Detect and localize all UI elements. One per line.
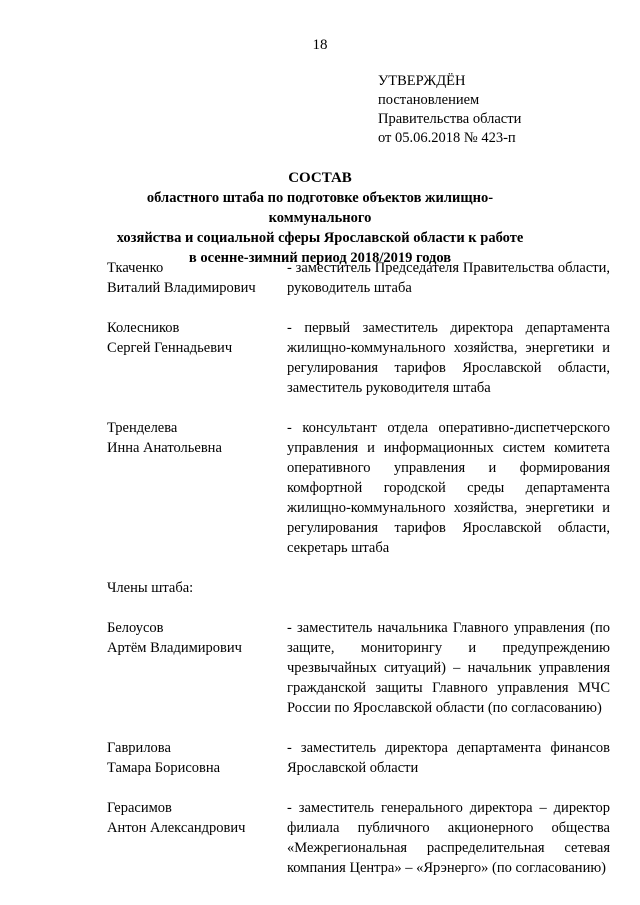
given-name: Виталий Владимирович — [107, 280, 256, 296]
staff-role: - заместитель директора департамента финансов Ярославской области — [287, 740, 610, 776]
approval-line: Правительства области — [378, 111, 522, 127]
title-line: в осенне-зимний период 2018/2019 годов — [188, 250, 452, 266]
staff-role: - заместитель генерального директора – директор филиала публичного акционерного общества «Межрегиональная распределительная сетевая компания Центра» – «Ярэнерго» (по согласованию) — [287, 800, 610, 876]
staff-name — [107, 318, 287, 398]
staff-role: - заместитель начальника Главного управления (по защите, мониторингу и предупреждению чрезвычайных ситуаций) – начальник управления гражданской защиты Главного управления МЧС России по Ярославской области (по согласованию) — [287, 620, 610, 716]
staff-row — [107, 618, 612, 718]
surname: Тренделева — [107, 420, 178, 436]
staff-name — [107, 798, 287, 878]
staff-role: - заместитель Председателя Правительства области, руководитель штаба — [287, 260, 610, 296]
given-name: Антон Александрович — [107, 820, 246, 836]
surname: Белоусов — [107, 620, 164, 636]
surname: Ткаченко — [107, 260, 164, 276]
title-head: СОСТАВ — [288, 170, 352, 186]
approval-line: постановлением — [378, 92, 480, 108]
staff-list — [107, 258, 612, 878]
title-line: хозяйства и социальной сферы Ярославской области к работе — [116, 230, 524, 246]
page-number: 18 — [312, 37, 328, 53]
staff-row — [107, 258, 612, 298]
given-name: Тамара Борисовна — [107, 760, 221, 776]
staff-name — [107, 418, 287, 558]
approval-line: от 05.06.2018 № 423-п — [378, 130, 516, 146]
staff-row — [107, 738, 612, 778]
approval-stamp — [378, 72, 521, 148]
staff-row — [107, 418, 612, 558]
staff-name — [107, 258, 287, 298]
staff-row — [107, 318, 612, 398]
surname: Гаврилова — [107, 740, 171, 756]
staff-role: - первый заместитель директора департамента жилищно-коммунального хозяйства, энергетики и регулирования тарифов Ярославской области, заместитель руководителя штаба — [287, 320, 610, 396]
surname: Колесников — [107, 320, 180, 336]
surname: Герасимов — [107, 800, 172, 816]
document-title — [100, 168, 540, 268]
staff-name — [107, 738, 287, 778]
approval-line: УТВЕРЖДЁН — [378, 73, 466, 89]
title-line: областного штаба по подготовке объектов жилищно-коммунального — [146, 190, 494, 226]
given-name: Инна Анатольевна — [107, 440, 222, 456]
staff-role: - консультант отдела оперативно-диспетчерского управления и информационных систем комитета оперативного управления и формирования комфортной городской среды департамента жилищно-коммунального хозяйства, энергетики и регулирования тарифов Ярославской области, секретарь штаба — [287, 420, 610, 556]
given-name: Артём Владимирович — [107, 640, 242, 656]
members-label: Члены штаба: — [107, 580, 194, 596]
given-name: Сергей Геннадьевич — [107, 340, 233, 356]
staff-name — [107, 618, 287, 718]
staff-row — [107, 798, 612, 878]
